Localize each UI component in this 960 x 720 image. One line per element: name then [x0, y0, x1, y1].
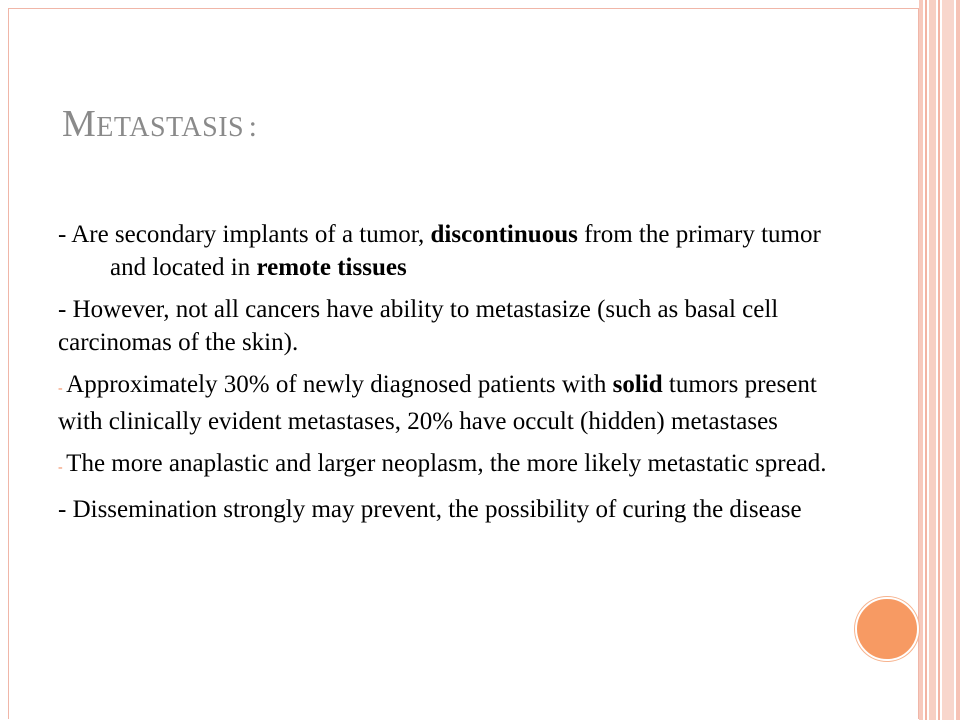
decorative-stripe [938, 0, 940, 720]
decorative-orange-circle [855, 597, 919, 661]
bullet-paragraph-2 [58, 293, 858, 359]
decorative-stripe [956, 0, 960, 720]
paragraph-text: Dissemination strongly may prevent, the possibility of curing the disease [72, 496, 802, 523]
paragraph-text: Are secondary implants of a tumor, [71, 221, 431, 248]
paragraph-text: from the primary tumor and located in [110, 221, 821, 281]
paragraph-text: However, not all cancers have ability to metastasize (such as basal cell carcinomas of the skin). [58, 296, 779, 356]
bullet-dash: - [58, 460, 67, 475]
bullet-paragraph-4 [58, 447, 858, 484]
bullet-paragraph-3 [58, 368, 858, 438]
decorative-stripe [919, 0, 923, 720]
bullet-paragraph-1 [58, 218, 858, 284]
bold-term: solid [612, 371, 663, 398]
paragraph-text: Approximately 30% of newly diagnosed patients with [66, 371, 613, 398]
slide-body [58, 218, 858, 535]
decorative-stripe [929, 0, 936, 720]
bold-term: discontinuous [430, 221, 578, 248]
bullet-dash: - [58, 381, 67, 396]
paragraph-text: tumors present with clinically evident metastases, 20% have occult (hidden) metastases [58, 371, 817, 435]
title-rest: ETASTASIS [96, 112, 245, 143]
bullet-paragraph-5 [58, 493, 858, 526]
title-first-letter: M [62, 103, 97, 145]
title-colon: : [248, 110, 258, 143]
bullet-dash: - [58, 221, 72, 248]
bullet-dash: - [58, 296, 73, 323]
slide-title [62, 102, 257, 146]
decorative-stripe [925, 0, 927, 720]
bold-term: remote tissues [256, 254, 407, 281]
bullet-dash: - [58, 496, 73, 523]
paragraph-text: The more anaplastic and larger neoplasm, the more likely metastatic spread. [66, 450, 827, 477]
decorative-stripe [942, 0, 954, 720]
